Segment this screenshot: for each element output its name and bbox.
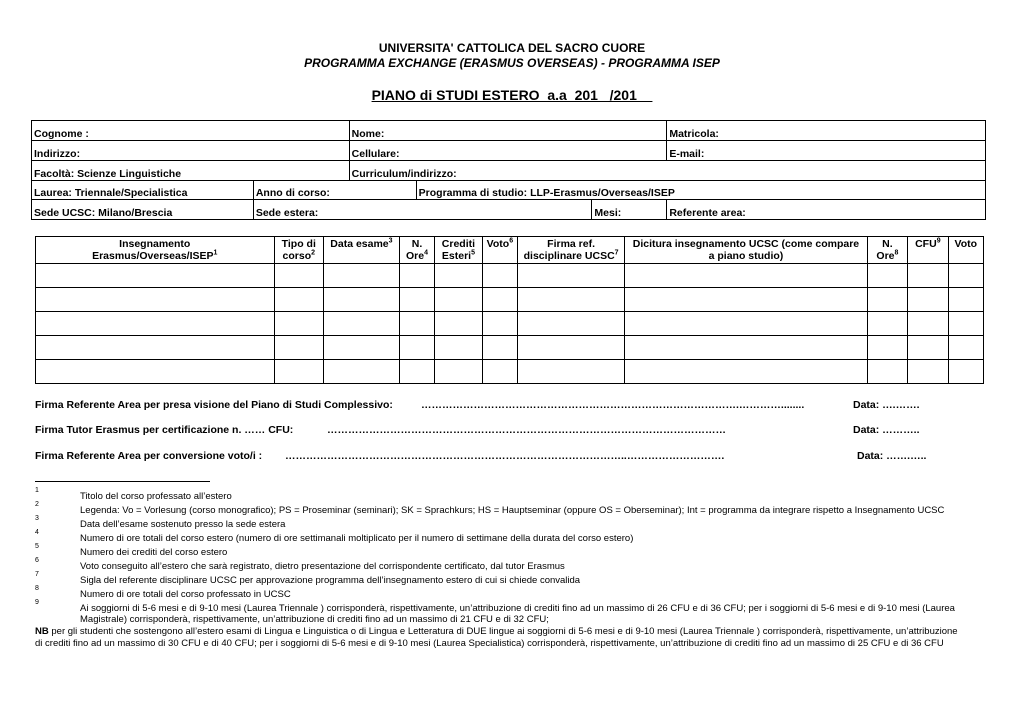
col-ore-estero: N. Ore$^4$ [399,237,434,264]
cognome-field[interactable]: Cognome : [32,121,350,141]
anno-field[interactable]: Anno di corso: [253,180,416,200]
footnote-number: 8 [35,585,39,592]
table-cell[interactable] [867,336,907,360]
col-insegnamento: Insegnamento Erasmus/Overseas/ISEP$^1$ [36,237,275,264]
table-cell[interactable] [482,360,517,384]
table-cell[interactable] [274,312,324,336]
table-cell[interactable] [435,312,483,336]
footnote-text: Legenda: Vo = Vorlesung (corso monografico); PS = Proseminar (seminari); SK = Sprachkurs; HS = Hauptseminar (oppure OS = Oberseminar); Int = programma da integrare rispetto a Insegnamento UCSC [80,505,945,516]
nb-note-line1: NB per gli studenti che sostengono all’estero esami di Lingua e Linguistica o di Lingua e Letteratura di DUE lingue ai soggiorni di 5-6 mesi e di 9-10 mesi (Laurea Triennale ) corrisponderà, rispettivamente, un’attribuzione [35,626,958,637]
footnote-text: Numero di ore totali del corso estero (numero di ore settimanali moltiplicato per il numero di settimane della durata del corso estero) [80,533,634,544]
footnote-number: 5 [35,543,39,550]
footnote-9-continuation: Magistrale) corrisponderà, rispettivamente, un’attribuzione di crediti fino ad un massimo di 21 CFU e di 32 CFU; [80,614,549,625]
table-cell[interactable] [867,360,907,384]
col-voto-estero: Voto$^6$ [482,237,517,264]
table-cell[interactable] [908,360,948,384]
programma-field: Programma di studio: LLP-Erasmus/Overseas/ISEP [416,180,985,200]
table-row [36,336,984,360]
university-name: UNIVERSITA' CATTOLICA DEL SACRO CUORE [378,41,646,55]
table-cell[interactable] [518,336,625,360]
table-cell[interactable] [324,288,400,312]
footnote-number: 3 [35,515,39,522]
table-cell[interactable] [274,264,324,288]
table-cell[interactable] [518,312,625,336]
col-firma-ref: Firma ref. disciplinare UCSC$^7$ [518,237,625,264]
footnote-number: 7 [35,571,39,578]
table-cell[interactable] [867,264,907,288]
table-cell[interactable] [36,360,275,384]
footnote-text: Ai soggiorni di 5-6 mesi e di 9-10 mesi (Laurea Triennale ) corrisponderà, rispettivamente, un’attribuzione di crediti fino ad un massimo di 26 CFU e di 36 CFU; per i soggiorni di 5-6 mesi e di 9-10 mesi (Laurea [80,603,955,614]
page-title: PIANO di STUDI ESTERO a.a 201 /201 [371,87,653,103]
table-cell[interactable] [518,360,625,384]
footnote-number: 1 [35,487,39,494]
footnote-number: 4 [35,529,39,536]
table-header-row [36,237,984,264]
footnote-text: Sigla del referente disciplinare UCSC per approvazione programma dell’insegnamento estero di cui si chiede convalida [80,575,581,586]
table-cell[interactable] [36,264,275,288]
signature-label: Firma Referente Area per conversione voto/i : [35,450,263,462]
cellulare-field[interactable]: Cellulare: [349,141,667,161]
signature-date[interactable]: Data: ……….. [853,424,920,436]
table-cell[interactable] [274,336,324,360]
matricola-field[interactable]: Matricola: [667,121,986,141]
sede-ucsc-field: Sede UCSC: Milano/Brescia [32,200,254,220]
footnote-text: Numero di ore totali del corso professato in UCSC [80,589,291,600]
nb-note-line2: di crediti fino ad un massimo di 30 CFU e di 40 CFU; per i soggiorni di 5-6 mesi e di 9-10 mesi (Laurea Specialistica) corrisponderà, rispettivamente, un’attribuzione di crediti fino ad un massimo di 25 CFU e di 36 CFU [35,638,944,649]
indirizzo-field[interactable]: Indirizzo: [32,141,350,161]
mesi-field[interactable]: Mesi: [592,200,667,220]
signature-line[interactable]: ……………………………………………………………………………………..………………………. [285,450,725,462]
footnote-divider [35,481,210,482]
signature-line[interactable]: …………………………………………………………………………………………………… [327,424,726,436]
table-cell[interactable] [867,288,907,312]
table-cell[interactable] [435,360,483,384]
table-cell[interactable] [625,312,868,336]
curriculum-field[interactable]: Curriculum/indirizzo: [349,161,985,181]
table-row [36,288,984,312]
table-cell[interactable] [36,312,275,336]
courses-table [35,236,984,384]
table-cell[interactable] [324,360,400,384]
table-cell[interactable] [518,264,625,288]
table-cell[interactable] [482,264,517,288]
signature-presa-visione [35,399,920,411]
table-cell[interactable] [625,336,868,360]
table-cell[interactable] [324,312,400,336]
col-tipo-corso: Tipo di corso$^2$ [274,237,324,264]
table-cell[interactable] [518,288,625,312]
signature-line[interactable]: ……………………………………………………………………………….…………........ [421,399,805,411]
table-cell[interactable] [399,288,434,312]
student-info-table [31,120,986,181]
table-cell[interactable] [399,312,434,336]
table-cell[interactable] [625,360,868,384]
table-cell[interactable] [274,360,324,384]
facolta-field: Facoltà: Scienze Linguistiche [32,161,350,181]
email-field[interactable]: E-mail: [667,141,986,161]
table-cell[interactable] [908,288,948,312]
sede-estera-field[interactable]: Sede estera: [253,200,592,220]
laurea-field: Laurea: Triennale/Specialistica [32,180,254,200]
table-cell[interactable] [324,264,400,288]
signature-label: Firma Referente Area per presa visione del Piano di Studi Complessivo: [35,399,393,411]
table-cell[interactable] [274,288,324,312]
footnote-text: Voto conseguito all’estero che sarà registrato, dietro presentazione del corrispondente certificato, dal tutor Erasmus [80,561,565,572]
table-cell[interactable] [399,336,434,360]
nome-field[interactable]: Nome: [349,121,667,141]
table-cell[interactable] [36,336,275,360]
signature-label: Firma Tutor Erasmus per certificazione n. …… CFU: [35,424,294,436]
table-cell[interactable] [399,264,434,288]
footnote-number: 9 [35,599,39,606]
table-cell[interactable] [324,336,400,360]
table-cell[interactable] [948,264,983,288]
table-row [36,312,984,336]
signature-tutor [35,424,920,436]
table-cell[interactable] [482,288,517,312]
table-cell[interactable] [908,312,948,336]
table-cell[interactable] [948,312,983,336]
table-cell[interactable] [948,288,983,312]
col-voto-ucsc: Voto [948,237,983,264]
table-cell[interactable] [908,264,948,288]
footnote-text: Data dell’esame sostenuto presso la sede estera [80,519,286,530]
table-cell[interactable] [435,336,483,360]
footnote-number: 2 [35,501,39,508]
table-row [36,360,984,384]
col-crediti-esteri: Crediti Esteri$^5$ [435,237,483,264]
table-cell[interactable] [625,264,868,288]
table-cell[interactable] [482,312,517,336]
table-cell[interactable] [435,264,483,288]
footnote-text: Titolo del corso professato all’estero [80,491,232,502]
signature-date[interactable]: Data: …….….. [857,450,927,462]
col-cfu: CFU$^9$ [908,237,948,264]
signature-conversione [35,450,927,462]
student-info-table-2 [31,180,986,220]
table-cell[interactable] [948,336,983,360]
table-cell[interactable] [435,288,483,312]
program-title: PROGRAMMA EXCHANGE (ERASMUS OVERSEAS) - PROGRAMMA ISEP [304,56,720,70]
table-cell[interactable] [399,360,434,384]
col-ore-ucsc: N. Ore$^8$ [867,237,907,264]
table-cell[interactable] [625,288,868,312]
col-dicitura-ucsc: Dicitura insegnamento UCSC (come compare a piano studio) [625,237,868,264]
table-cell[interactable] [867,312,907,336]
table-cell[interactable] [36,288,275,312]
col-data-esame: Data esame$^3$ [324,237,400,264]
table-cell[interactable] [482,336,517,360]
table-cell[interactable] [908,336,948,360]
footnote-number: 6 [35,557,39,564]
table-cell[interactable] [948,360,983,384]
table-row [36,264,984,288]
signature-date[interactable]: Data: ….……. [853,399,920,411]
footnote-text: Numero dei crediti del corso estero [80,547,228,558]
referente-area-field[interactable]: Referente area: [667,200,986,220]
